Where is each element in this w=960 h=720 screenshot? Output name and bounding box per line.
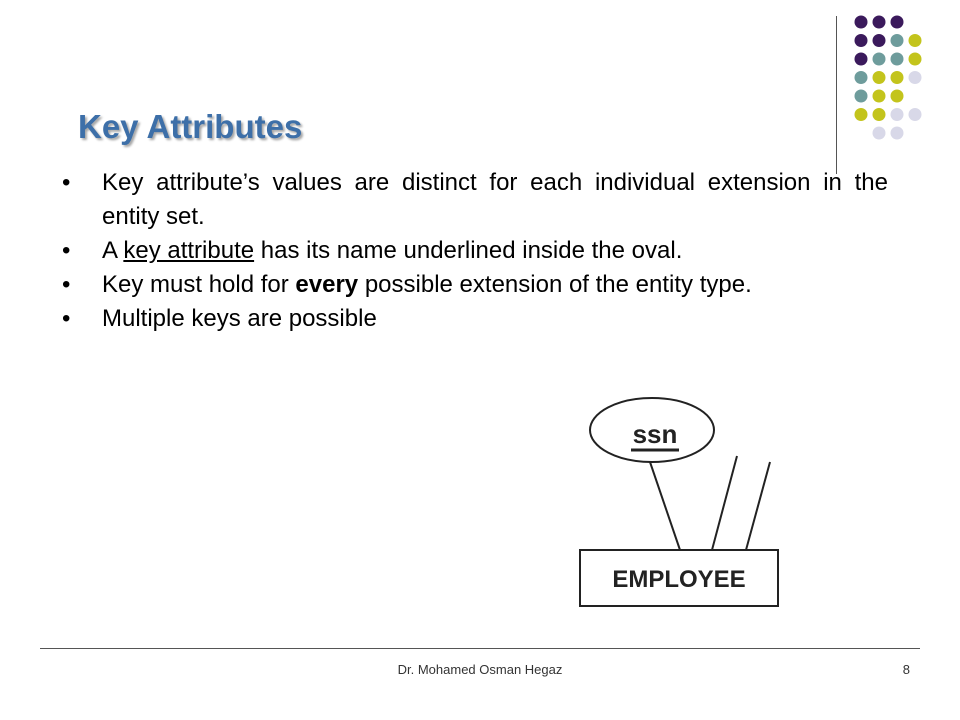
bullet-item-2 [62,234,888,268]
bullet-text: Key attribute’s values are distinct for each individual extension in the entity set. [102,169,888,230]
footer-divider [40,648,920,649]
connector-line-2 [712,456,737,550]
decorative-dot [873,53,886,66]
bullet-marker: • [62,237,71,264]
bullet-text: Multiple keys are possible [102,305,377,332]
every-bold-term: every [295,271,359,298]
decorative-dot [909,34,922,47]
decorative-dot [909,53,922,66]
bullet-text: has its name underlined inside the oval. [254,237,683,264]
decorative-dot [855,90,868,103]
decorative-dot [891,108,904,121]
decorative-dot [855,71,868,84]
decorative-dot [891,16,904,29]
decorative-dot [891,90,904,103]
decorative-dot [873,90,886,103]
connector-line-3 [746,462,770,550]
decorative-dot [855,34,868,47]
decorative-dot [873,127,886,140]
key-attribute-label: ssn [632,419,678,449]
slide-title: Key Attributes [78,108,303,145]
connector-line-ssn [650,462,680,550]
bullet-marker: • [62,169,71,196]
decorative-dot [891,71,904,84]
er-diagram [570,390,790,620]
decorative-dot [855,53,868,66]
bullet-marker: • [62,305,71,332]
bullet-marker: • [62,271,71,298]
bullet-text: A [102,237,124,264]
decorative-dot [891,127,904,140]
decorative-dot [909,71,922,84]
decorative-dot [891,34,904,47]
bullet-item-4 [62,302,888,336]
decorative-dot [873,71,886,84]
key-attribute-underlined-term: key attribute [123,237,255,264]
entity-label: EMPLOYEE [612,566,746,593]
decorative-dot [873,16,886,29]
bullet-item-3 [62,268,888,302]
bullet-text: Key must hold for [102,271,296,298]
decorative-dot [873,108,886,121]
decorative-dot [873,34,886,47]
bullet-item-1 [62,166,888,234]
decorative-dot [891,53,904,66]
footer-author: Dr. Mohamed Osman Hegaz [397,662,563,677]
decorative-vertical-line [836,16,837,174]
page-number: 8 [902,662,910,677]
decorative-dot [909,108,922,121]
bullet-list [62,166,888,336]
decorative-dot [855,16,868,29]
bullet-text: possible extension of the entity type. [358,271,752,298]
decorative-dot [855,108,868,121]
